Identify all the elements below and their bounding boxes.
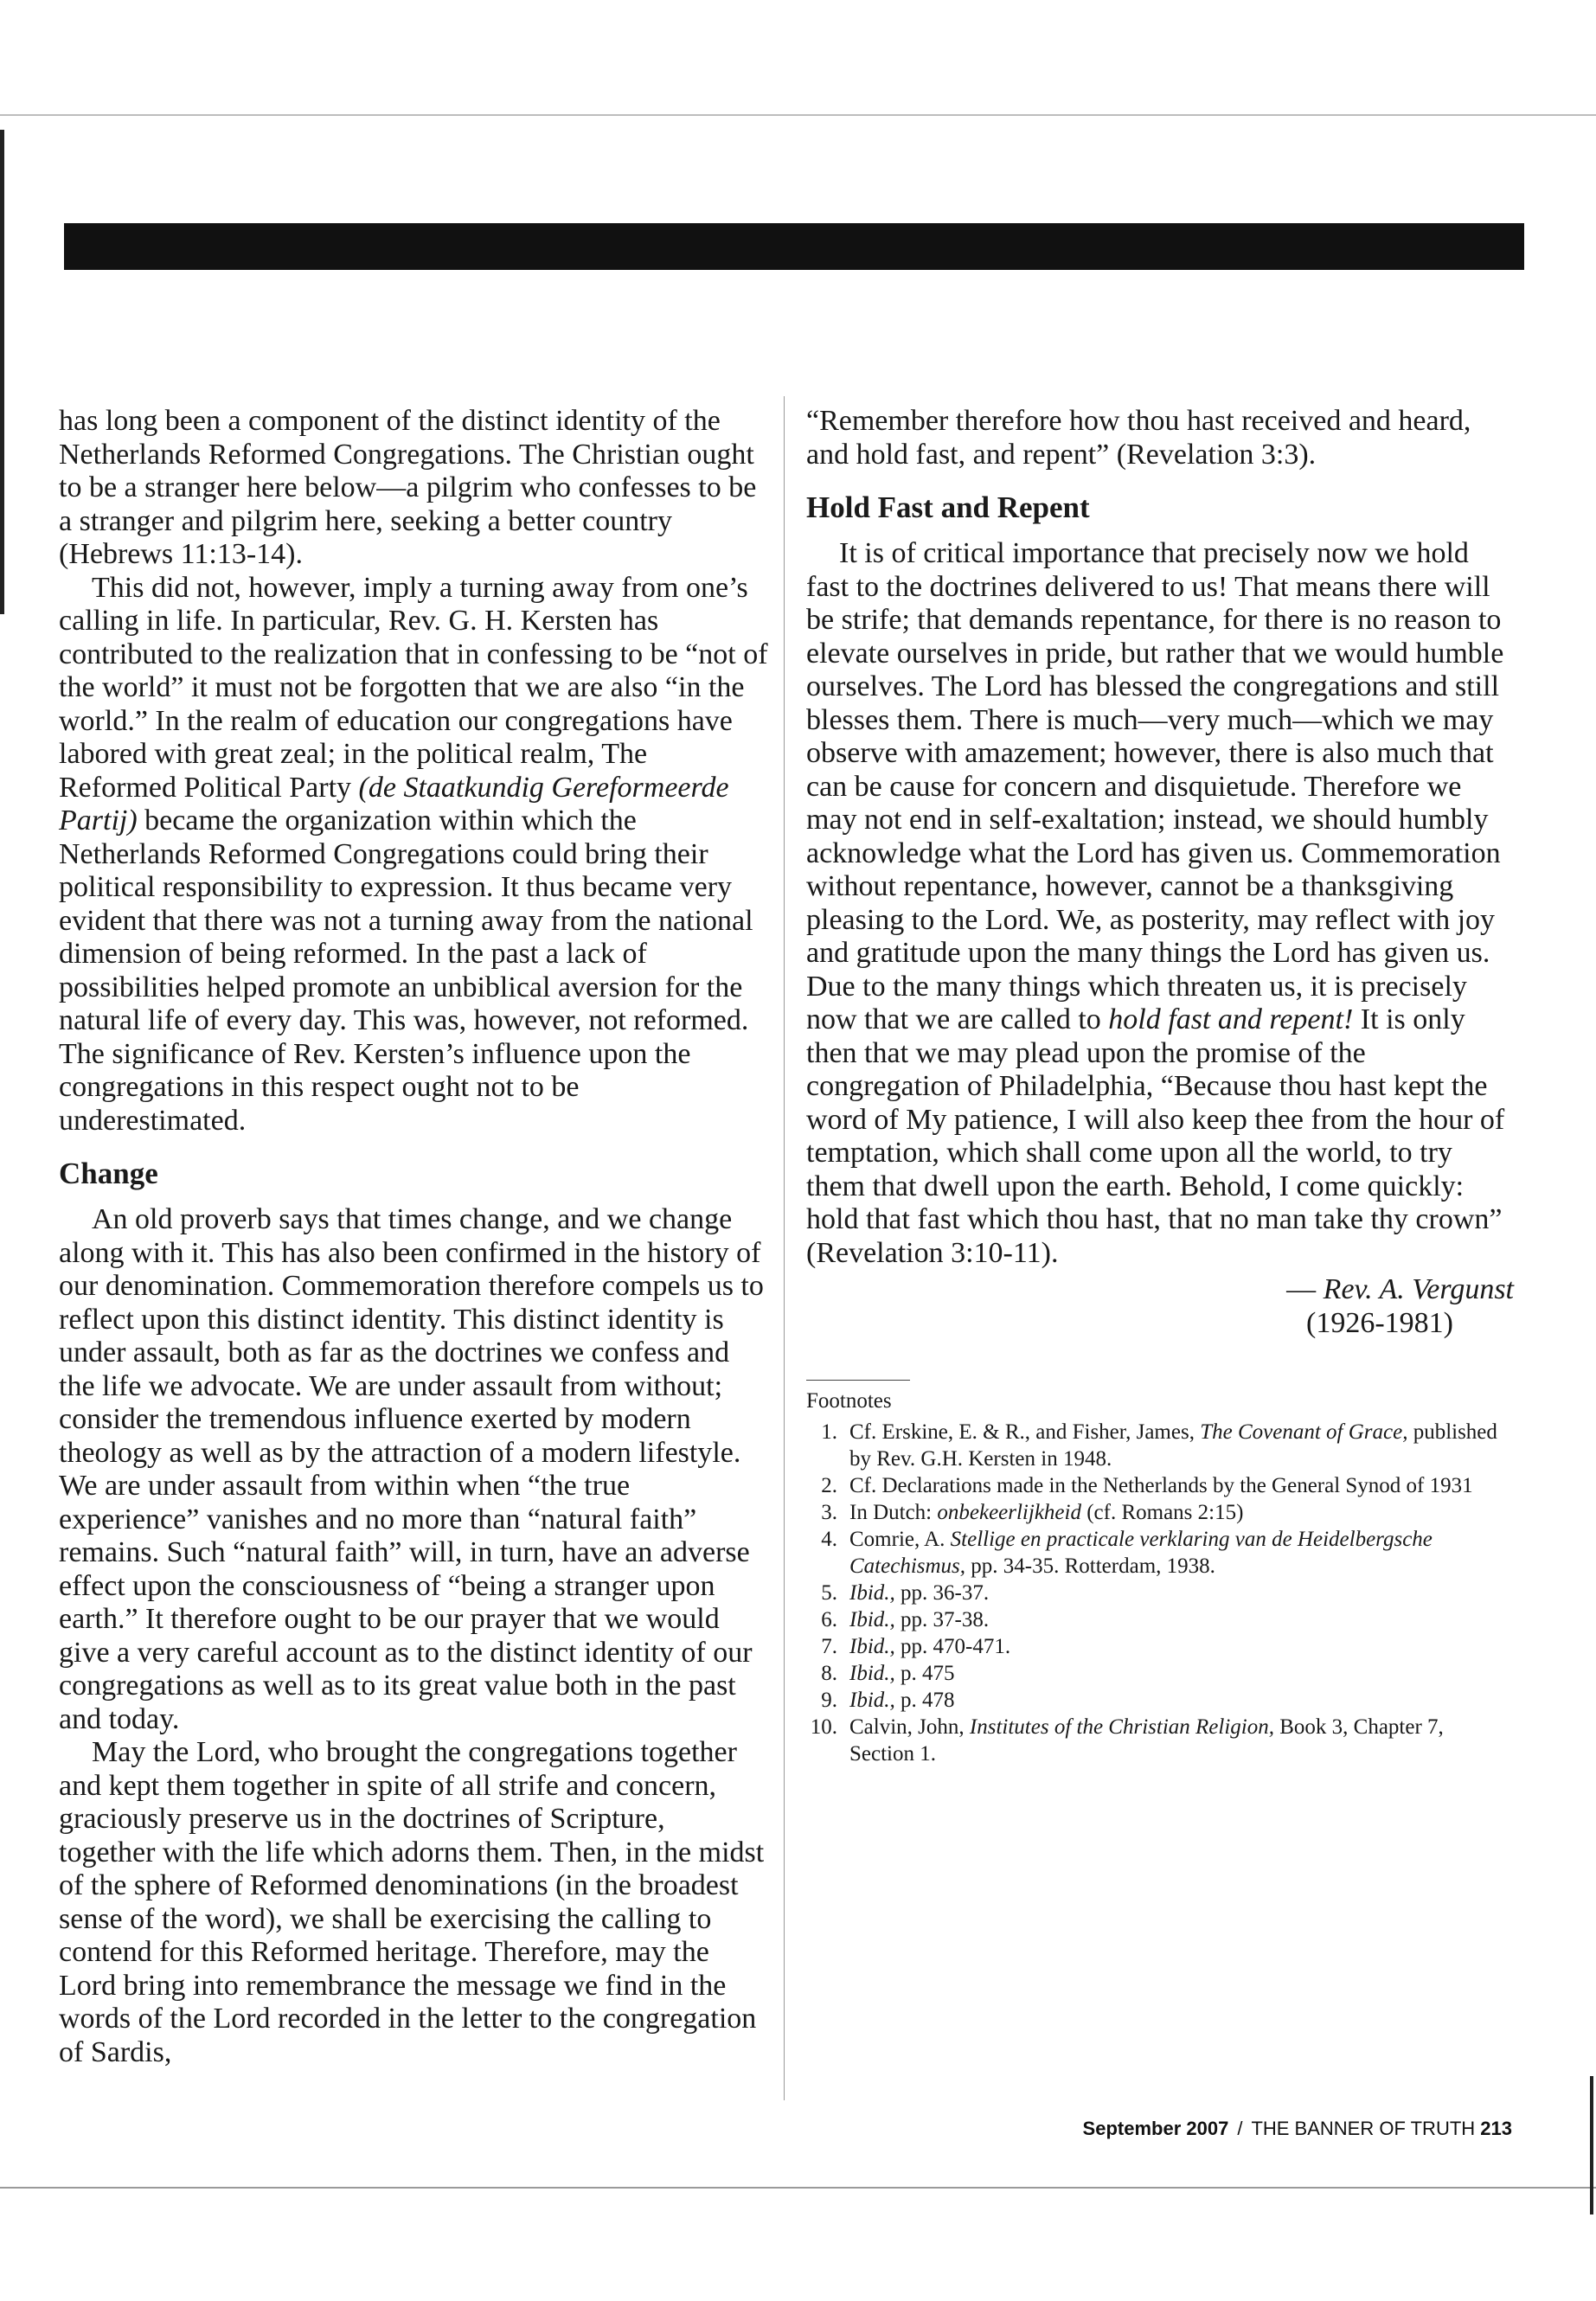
footnote-text: Comrie, A. (849, 1528, 951, 1551)
footer-date: September 2007 (1082, 2118, 1229, 2139)
footnote-text: pp. 36-37. (894, 1581, 990, 1605)
footnote-text: pp. 34-35. Rotterdam, 1938. (965, 1554, 1215, 1578)
footnote-number: 1. (821, 1420, 837, 1444)
footnote-item (806, 1606, 1514, 1633)
footnote-italic-text: onbekeerlijkheid (937, 1501, 1081, 1524)
footnote-number: 10. (810, 1715, 837, 1739)
footnote-item (806, 1714, 1514, 1767)
body-text: became the organization within which the Netherlands Reformed Congregations could bring their political responsibility to expression. It thus became very evident that there was not a turning away from the national dimension of being reformed. In the past a lack of possibilities helped promote an unbiblical aversion for the natural life of every day. This was, however, not reformed. The significance of Rev. Kersten’s influence upon the congregations in this respect ought not to be underestimated. (59, 804, 753, 1137)
body-paragraph (806, 537, 1514, 1270)
body-text: It is of critical importance that precisely now we hold fast to the doctrines delivered to us! That means there will be strife; that demands repentance, for there is no reason to elevate ourselves in pride, but rather that we would humble ourselves. The Lord has blessed the congregations and still blesses them. There is much—very much—which we may observe with amazement; however, there is also much that can be cause for concern and disquietude. Therefore we may not end in self-exaltation; instead, we should humbly acknowledge what the Lord has given us. Commemoration without repentance, however, cannot be a thanksgiving pleasing to the Lord. We, as posterity, may reflect with joy and gratitude upon the many things the Lord has given us. Due to the many things which threaten us, it is precisely now that we are called to (806, 537, 1504, 1035)
author-signature (806, 1273, 1514, 1307)
footnote-item (806, 1660, 1514, 1687)
footnote-rule (806, 1380, 910, 1381)
body-paragraph: May the Lord, who brought the congregations together and kept them together in spite of all strife and concern, graciously preserve us in the doctrines of Scripture, together with the life which adorns them. Then, in the midst of the sphere of Reformed denominations (in the broadest sense of the word), we shall be exercising the calling to contend for this Reformed heritage. Therefore, may the Lord bring into remembrance the message we find in the words of the Lord recorded in the letter to the congregation of Sardis, (59, 1736, 765, 2068)
footnote-number: 3. (821, 1501, 837, 1524)
signature-dash: — (1286, 1273, 1317, 1305)
right-column (806, 405, 1514, 1767)
footnote-italic-text: Institutes of the Christian Religion, (969, 1715, 1274, 1739)
footnote-italic-text: Ibid., (849, 1662, 895, 1685)
footnote-text: Calvin, John, (849, 1715, 970, 1739)
footnote-text: pp. 470-471. (894, 1635, 1011, 1658)
footnote-text: In Dutch: (849, 1501, 938, 1524)
footnote-italic-text: Stellige en practicale verklaring van de Heidelbergsche Catechismus, (849, 1528, 1433, 1578)
column-divider (784, 396, 785, 2100)
italic-text: (de Staatkundig Gereformeerde Partij) (59, 771, 729, 836)
body-paragraph: has long been a component of the distinct identity of the Netherlands Reformed Congregations. The Christian ought to be a stranger here below—a pilgrim who confesses to be a stranger and pilgrim here, seeking a better country (Hebrews 11:13-14). (59, 405, 757, 570)
footnote-item (806, 1526, 1514, 1580)
author-name: Rev. A. Vergunst (1323, 1273, 1514, 1305)
scan-edge-left (0, 130, 4, 614)
body-paragraph: An old proverb says that times change, and we change along with it. This has also been confirmed in the history of our denomination. Commemoration therefore compels us to reflect upon this distinct identity. This distinct identity is under assault, both as far as the doctrines we confess and the life we advocate. We are under assault from without; consider the tremendous influence exerted by modern theology as well as by the attraction of a modern lifestyle. We are under assault from within when “the true experience” vanishes and no more than “natural faith” remains. Such “natural faith” will, in turn, have an adverse effect upon the consciousness of “being a stranger upon earth.” It therefore ought to be our prayer that we would give a very careful account as to the distinct identity of our congregations as well as to its great value both in the past and today. (59, 1203, 764, 1735)
left-column (59, 405, 768, 2069)
footer-publication: THE BANNER OF TRUTH (1251, 2118, 1476, 2139)
footnote-text: Cf. Declarations made in the Netherlands by the General Synod of 1931 (849, 1474, 1473, 1497)
footnote-number: 9. (821, 1689, 837, 1712)
footnote-number: 7. (821, 1635, 837, 1658)
footnote-text: published by Rev. G.H. Kersten in 1948. (849, 1420, 1497, 1471)
footnote-italic-text: The Covenant of Grace, (1200, 1420, 1408, 1444)
footnote-item (806, 1633, 1514, 1660)
footnote-text: p. 478 (894, 1689, 955, 1712)
header-banner (64, 223, 1524, 270)
footnote-item (806, 1580, 1514, 1606)
footnote-number: 5. (821, 1581, 837, 1605)
body-text: This did not, however, imply a turning away from one’s calling in life. In particular, Rev. G. H. Kersten has contributed to the realization that in confessing to be “not of the world” it must not be forgotten that we are also “in the world.” In the realm of education our congregations have labored with great zeal; in the political realm, The Reformed Political Party (59, 571, 768, 804)
footnote-text: pp. 37-38. (894, 1608, 990, 1631)
section-heading-hold-fast: Hold Fast and Repent (806, 490, 1090, 524)
footnote-italic-text: Ibid., (849, 1581, 895, 1605)
footer-separator: / (1237, 2118, 1243, 2139)
top-rule (0, 114, 1596, 116)
footnote-item (806, 1499, 1514, 1526)
footnote-text: (cf. Romans 2:15) (1080, 1501, 1244, 1524)
footnote-text: Cf. Erskine, E. & R., and Fisher, James, (849, 1420, 1201, 1444)
footnotes-heading: Footnotes (806, 1389, 892, 1413)
footnote-number: 6. (821, 1608, 837, 1631)
footnote-text: p. 475 (894, 1662, 955, 1685)
footnote-number: 2. (821, 1474, 837, 1497)
footnote-italic-text: Ibid., (849, 1635, 895, 1658)
footnote-number: 8. (821, 1662, 837, 1685)
footnote-number: 4. (821, 1528, 837, 1551)
italic-text: hold fast and repent! (1108, 1003, 1354, 1035)
footnote-item (806, 1472, 1514, 1499)
section-heading-change: Change (59, 1157, 158, 1190)
body-paragraph (59, 572, 768, 1138)
page-footer (1038, 2118, 1512, 2140)
bottom-rule (0, 2187, 1596, 2189)
author-dates: (1926-1981) (1306, 1306, 1453, 1339)
scripture-quote: “Remember therefore how thou hast received and heard, and hold fast, and repent” (Revelation 3:3). (806, 405, 1471, 471)
scan-edge-right (1590, 2076, 1593, 2214)
footnote-italic-text: Ibid., (849, 1608, 895, 1631)
footnote-item (806, 1419, 1514, 1472)
page-number: 213 (1480, 2118, 1512, 2139)
footnote-list (806, 1419, 1514, 1767)
body-text: It is only then that we may plead upon the promise of the congregation of Philadelphia, “Because thou hast kept the word of My patience, I will also keep thee from the hour of temptation, which shall come upon all the world, to try them that dwell upon the earth. Behold, I come quickly: hold that fast which thou hast, that no man take thy crown” (Revelation 3:10-11). (806, 1003, 1505, 1269)
footnote-italic-text: Ibid., (849, 1689, 895, 1712)
footnote-text: Book 3, Chapter 7, Section 1. (849, 1715, 1444, 1766)
footnote-item (806, 1687, 1514, 1714)
